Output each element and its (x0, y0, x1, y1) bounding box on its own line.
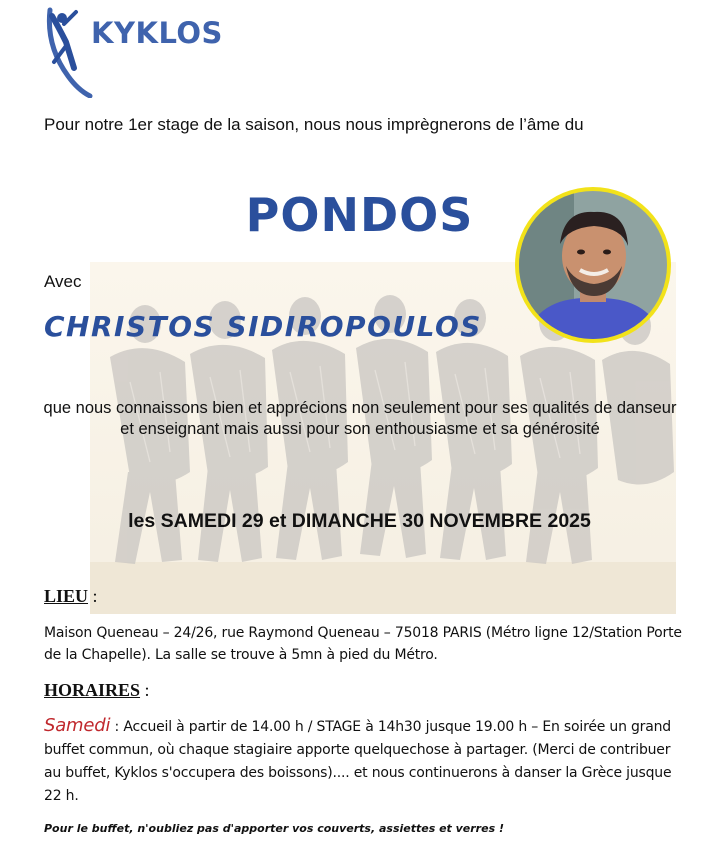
teacher-name: CHRISTOS SIDIROPOULOS (44, 310, 482, 343)
teacher-portrait (514, 186, 672, 344)
horaires-heading: HORAIRES (44, 680, 141, 700)
dates-prefix: les (128, 510, 156, 532)
lieu-heading: LIEU (44, 586, 89, 606)
lieu-heading-line (44, 586, 98, 607)
horaires-colon: : (140, 680, 150, 700)
intro-text: Pour notre 1er stage de la saison, nous nous imprègnerons de l’âme du (44, 115, 584, 134)
avec-label: Avec (44, 272, 82, 291)
kyklos-logo (44, 6, 234, 98)
buffet-note: Pour le buffet, n'oubliez pas d'apporter vos couverts, assiettes et verres ! (44, 822, 504, 835)
dance-title: PONDOS (245, 188, 474, 242)
lieu-text: Maison Queneau – 24/26, rue Raymond Queneau – 75018 PARIS (Métro ligne 12/Station Porte de la Chapelle). La salle se trouve à 5mn à pied du Métro. (44, 625, 682, 663)
samedi-text: : Accueil à partir de 14.00 h / STAGE à 14h30 jusque 19.00 h – En soirée un grand buffet commun, où chaque stagiaire apporte quelquechose à partager. (Merci de contribuer au buffet, Kyklos s'occupera des boissons).... et nous continuerons à danser la Grèce jusque 22 h. (44, 719, 672, 804)
samedi-label: Samedi (44, 715, 111, 736)
description-text: que nous connaissons bien et apprécions non seulement pour ses qualités de danseur et enseignant mais aussi pour son enthousiasme et sa générosité (43, 399, 677, 438)
logo-text: KYKLOS (91, 16, 223, 50)
lieu-colon: : (88, 586, 98, 606)
event-dates (0, 510, 719, 533)
samedi-schedule (44, 714, 684, 808)
dates-text: SAMEDI 29 et DIMANCHE 30 NOVEMBRE 2025 (160, 510, 591, 532)
horaires-heading-line (44, 680, 150, 701)
